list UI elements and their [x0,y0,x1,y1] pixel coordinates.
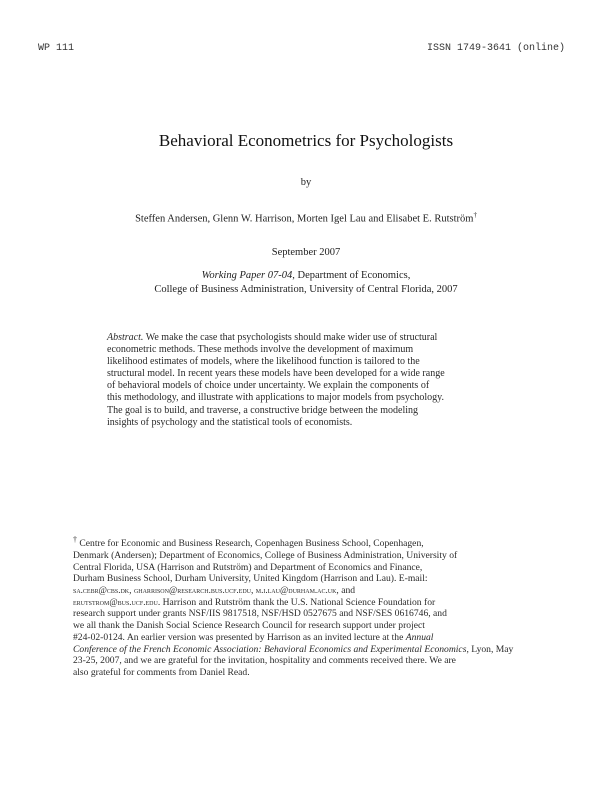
conference-name-part1: Annual [405,631,434,643]
footnote-line: Central Florida, USA (Harrison and Rutström) and Department of Economics and Finance, [73,561,423,573]
footnote-line: 23-25, 2007, and we are grateful for the invitation, hospitality and comments received there. We are [73,655,456,667]
footnote-line: #24-02-0124. An earlier version was presented by Harrison as an invited lecture at the Annual [73,631,434,643]
email-lau: m.i.lau@durham.ac.uk [255,585,337,595]
footnote-line: research support under grants NSF/IIS 9817518, NSF/HSD 0527675 and NSF/SES 0616746, and [73,608,447,620]
author-footnote-mark: † [473,211,477,219]
abstract-line: The goal is to build, and traverse, a constructive bridge between the modeling [107,404,419,416]
abstract-line: of behavioral models of choice under uncertainty. We explain the components of [107,380,430,392]
publication-date: September 2007 [271,247,341,258]
authors-names: Steffen Andersen, Glenn W. Harrison, Morten Igel Lau and Elisabet E. Rutström [135,213,474,225]
footnote-line: Durham Business School, Durham University, United Kingdom (Harrison and Lau). E-mail: [73,573,428,585]
working-paper-line-1 [0,270,612,281]
email-andersen: sa.cebr@cbs.dk [73,585,130,595]
abstract-line: insights of psychology and the statistical tools of economists. [107,416,353,428]
abstract-line: structural model. In recent years these models have been developed for a wide range [107,368,445,380]
by-line: by [300,177,312,188]
authors-line [0,211,612,225]
abstract-label: Abstract. [107,332,144,343]
issn-label: ISSN 1749-3641 (online) [426,43,565,54]
abstract-line: likelihood estimates of models, where the likelihood function is tailored to the [107,356,420,368]
footnote-line: Conference of the French Economic Association: Behavioral Economics and Experimental Economics, Lyon, May [73,643,514,655]
abstract-line: econometric methods. These methods involve the development of maximum [107,344,414,356]
working-paper-line-2: College of Business Administration, University of Central Florida, 2007 [154,284,458,295]
working-paper-label: Working Paper 07-04 [201,270,293,281]
footnote-line: we all thank the Danish Social Science Research Council for research support under project [73,620,425,632]
email-rutstrom: erutstrom@bus.ucf.edu [73,596,158,607]
working-paper-number: WP 111 [38,43,75,54]
footnote-line: † Centre for Economic and Business Research, Copenhagen Business School, Copenhagen, [73,535,424,550]
footnote-line: also grateful for comments from Daniel Read. [73,666,250,678]
footnote-line: erutstrom@bus.ucf.edu. Harrison and Rutström thank the U.S. National Science Foundation for [73,596,436,608]
affiliation-footnote [73,534,543,679]
paper-title: Behavioral Econometrics for Psychologists [158,131,454,150]
abstract-block [107,332,507,429]
abstract-line: this methodology, and illustrate with applications to major models from psychology. [107,392,444,404]
email-harrison: gharrison@research.bus.ucf.edu [133,585,251,595]
footnote-mark: † [73,535,77,544]
footnote-line: Denmark (Andersen); Department of Economics, College of Business Administration, University of [73,549,458,561]
working-paper-department: , Department of Economics, [292,270,411,281]
footnote-email-line: sa.cebr@cbs.dk, gharrison@research.bus.ucf.edu, m.i.lau@durham.ac.uk, and [73,585,356,596]
conference-name-part2: Conference of the French Economic Association: Behavioral Economics and Experimental Economics [73,643,467,655]
abstract-line: Abstract. We make the case that psychologists should make wider use of structural [107,332,438,343]
